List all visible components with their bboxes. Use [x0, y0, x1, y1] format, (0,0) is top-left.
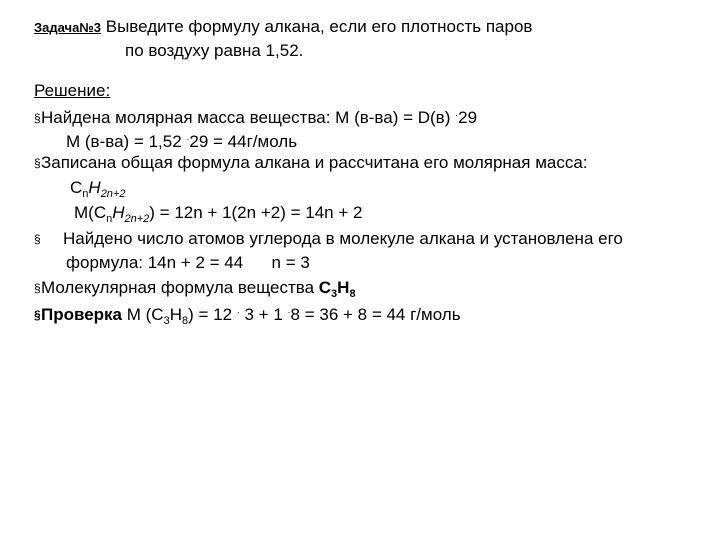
multiplication-dot: · [287, 307, 291, 317]
formula-c: C [70, 178, 83, 197]
bullet-icon: § [34, 232, 41, 246]
formula-h: H [88, 178, 101, 197]
multiplication-dot: · [455, 110, 459, 120]
mass-h: H [112, 203, 125, 222]
formula-h-sub: 8 [349, 288, 356, 300]
step-3-text: Найдено число атомов углерода в молекуле алкана и установлена его [63, 229, 623, 248]
solution-heading-text: Решение: [34, 81, 111, 100]
bullet-icon: § [34, 281, 41, 295]
formula-h: H [337, 278, 350, 297]
step-3-text-2: формула: 14n + 2 = 44 n = 3 [66, 253, 310, 272]
step-2-text: Записана общая формула алкана и рассчитана его молярная масса: [41, 153, 588, 172]
step-4-text: Молекулярная формула вещества [41, 278, 319, 297]
task-text-1: Выведите формулу алкана, если его плотность паров [101, 17, 533, 36]
check-text-c: ) = 12 [188, 305, 233, 324]
mass-n: n [106, 213, 113, 225]
formula-c-sub: 3 [331, 288, 338, 300]
bullet-icon: § [34, 308, 41, 322]
mass-2n2: 2n+2 [124, 213, 150, 225]
task-text-2: по воздуху равна 1,52. [125, 41, 304, 60]
task-line-2 [125, 40, 303, 62]
multiplication-dot: · [236, 307, 240, 317]
check-c-sub: 3 [163, 315, 170, 327]
check-text-d: 3 + 1 [239, 305, 283, 324]
step-1 [34, 104, 477, 129]
check-label: Проверка [41, 305, 123, 324]
step-3 [34, 228, 623, 250]
check-h-sub: 8 [181, 315, 189, 327]
formula-n: n [82, 188, 89, 200]
task-label: Задача№3 [34, 20, 102, 35]
solution-heading [34, 80, 110, 102]
general-formula [70, 177, 125, 199]
step-2 [34, 152, 588, 174]
step-1-calc [66, 128, 297, 153]
task-line-1 [34, 16, 532, 39]
bullet-icon: § [34, 156, 41, 170]
molar-mass-formula [74, 202, 362, 224]
bullet-icon: § [34, 111, 41, 125]
step-1-calc-a: М (в-ва) = 1,52 [66, 132, 182, 151]
step-1-calc-b: 29 = 44г/моль [189, 132, 298, 151]
mass-prefix: M(C [74, 203, 107, 222]
step-1-after: 29 [458, 108, 478, 127]
mass-suffix: ) = 12n + 1(2n +2) = 14n + 2 [149, 203, 363, 222]
formula-2n2: 2n+2 [100, 188, 126, 200]
multiplication-dot: · [186, 134, 190, 144]
step-5 [34, 301, 461, 326]
step-1-text: Найдена молярная масса вещества: М (в-ва) = D(в) [41, 108, 451, 127]
check-text-e: 8 = 36 + 8 = 44 г/моль [290, 305, 461, 324]
step-4 [34, 277, 356, 299]
step-3-line-2 [66, 252, 310, 274]
formula-c: C [318, 278, 332, 297]
check-text-b: H [169, 305, 182, 324]
check-text-a: М (C [122, 305, 164, 324]
